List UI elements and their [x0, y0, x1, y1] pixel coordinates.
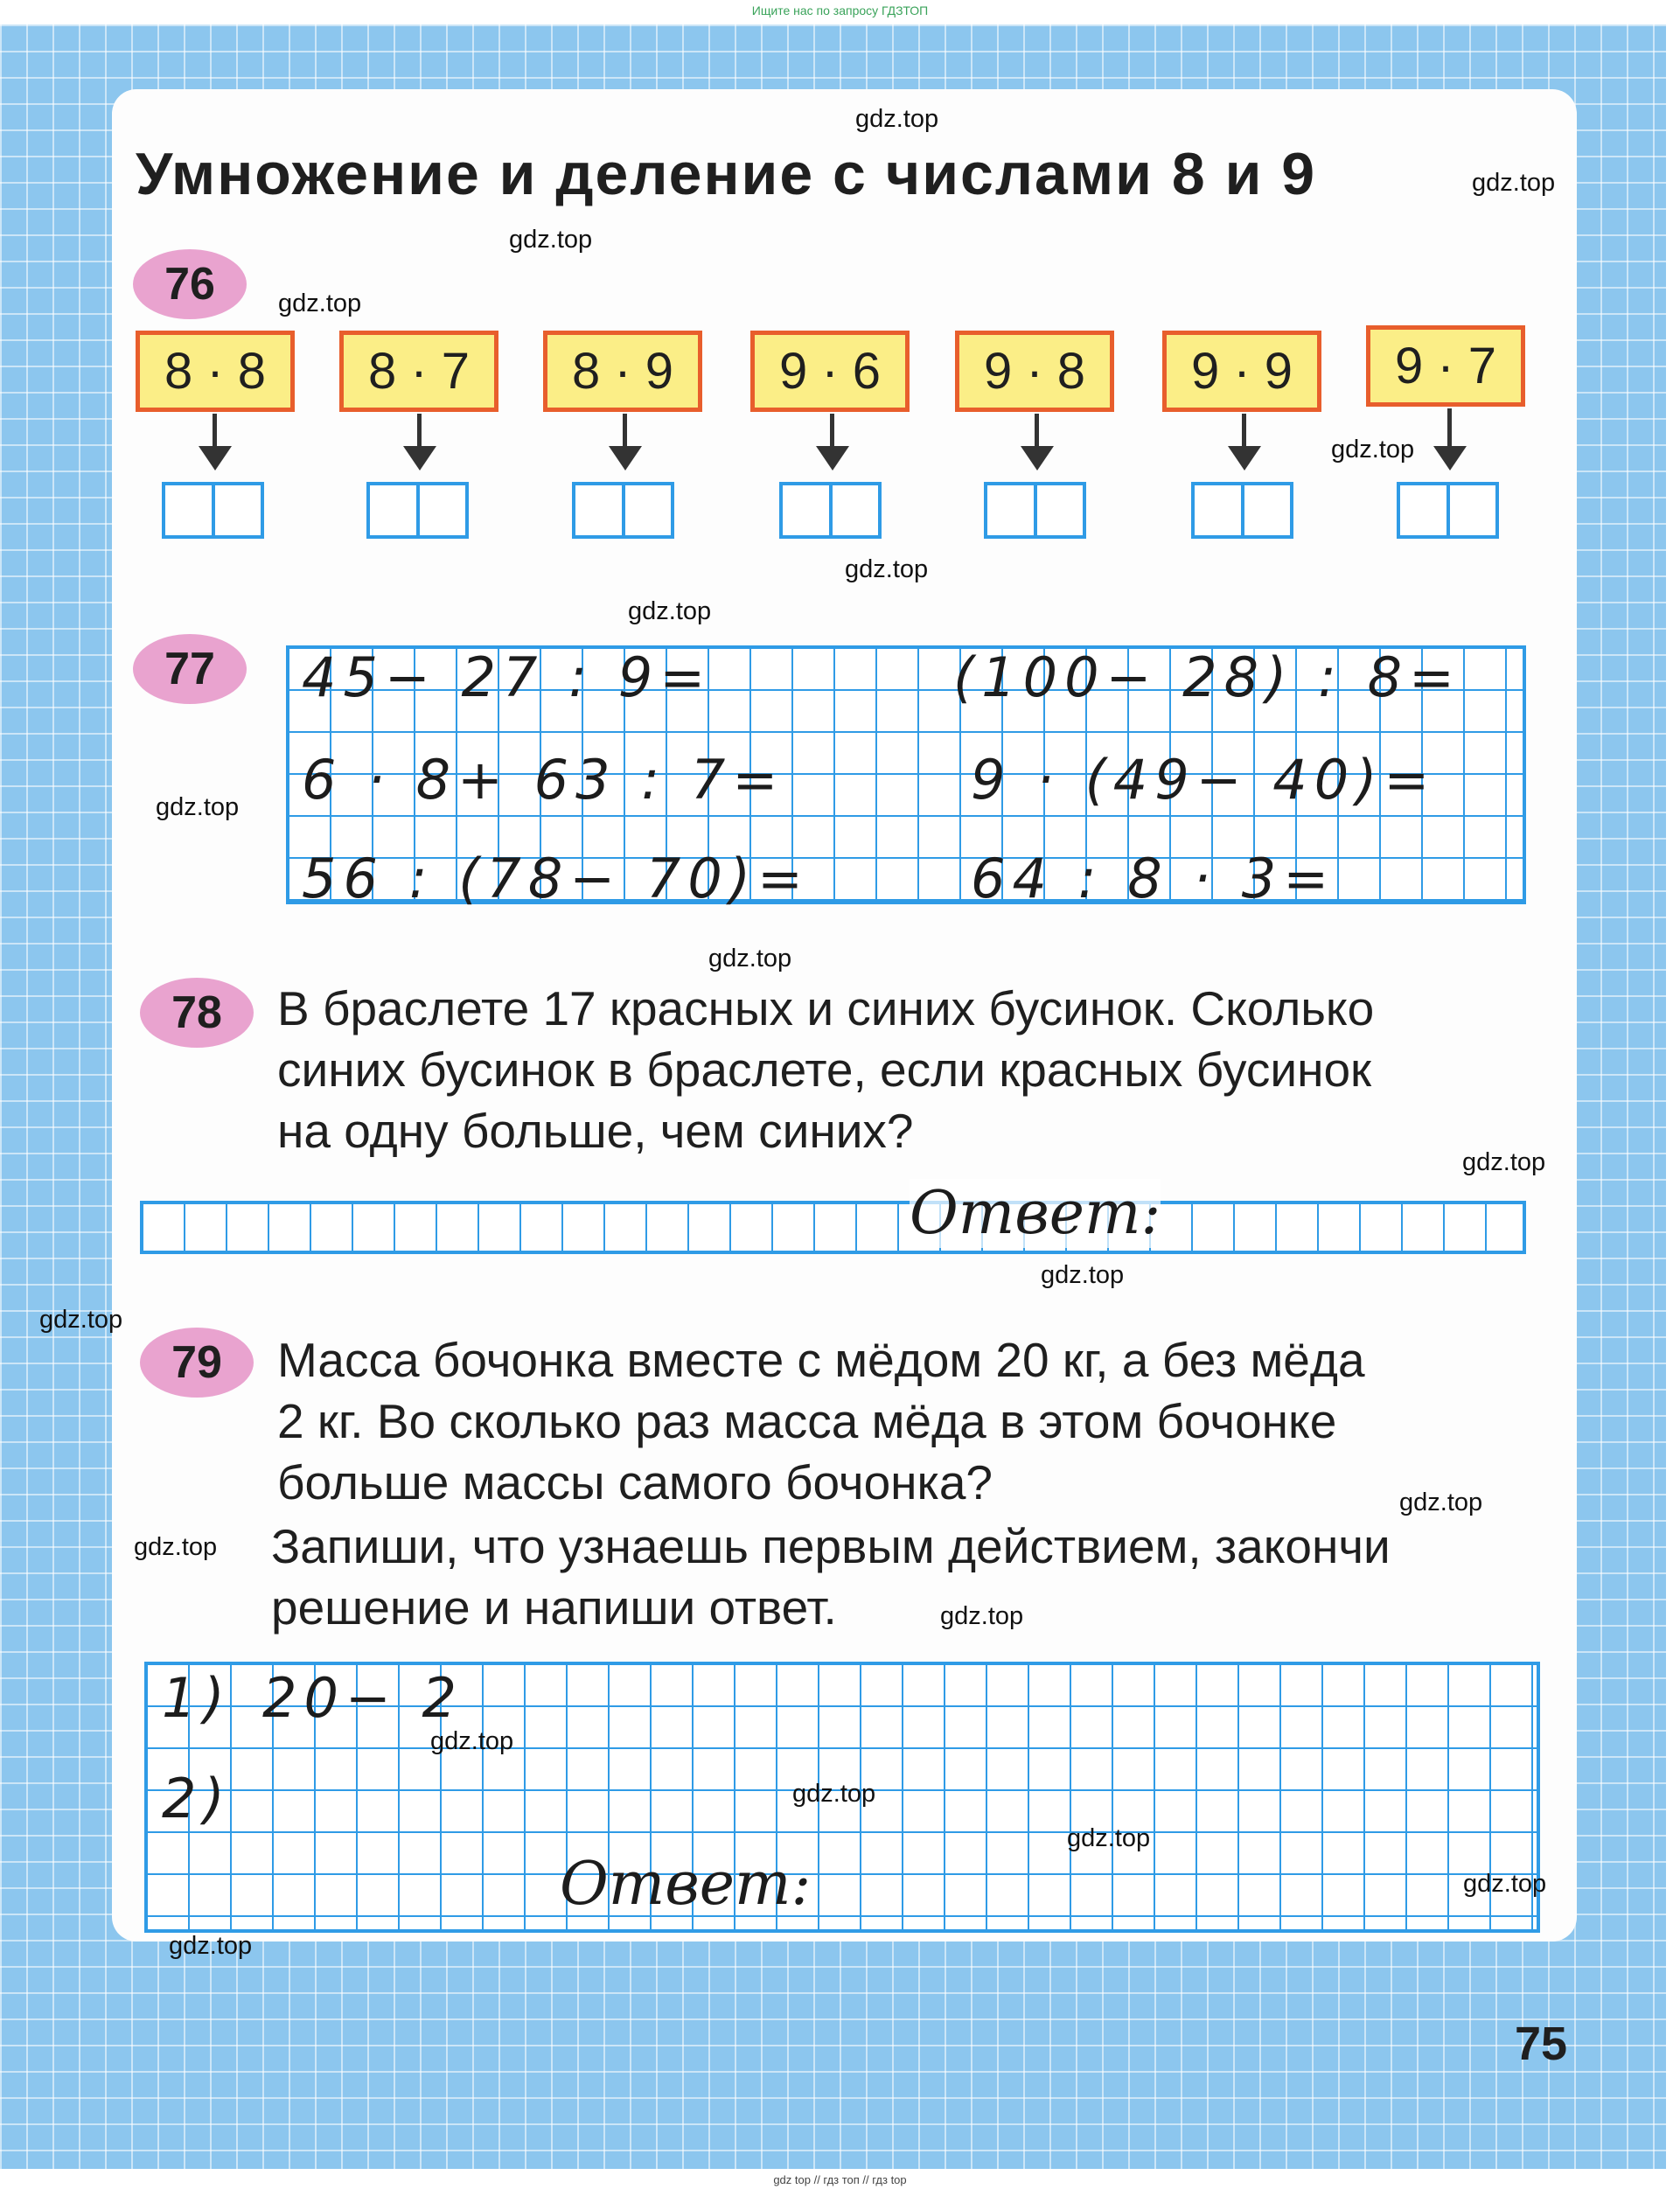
- task-79-text-line: Масса бочонка вместе с мёдом 20 кг, а без мёда: [277, 1333, 1365, 1387]
- watermark: gdz.top: [509, 226, 593, 254]
- answer-box[interactable]: [366, 482, 469, 539]
- answer-box[interactable]: [1397, 482, 1499, 539]
- watermark: gdz.top: [1462, 1148, 1546, 1176]
- arrow-head-icon: [199, 446, 232, 471]
- answer-label: Ответ:: [560, 1850, 812, 1919]
- arrow: [417, 414, 422, 449]
- top-banner: Ищите нас по запросу ГДЗТОП: [751, 3, 929, 17]
- arrow-head-icon: [609, 446, 642, 471]
- watermark: gdz.top: [1331, 436, 1415, 464]
- arrow: [623, 414, 627, 449]
- arrow-head-icon: [816, 446, 849, 471]
- answer-box[interactable]: [1191, 482, 1293, 539]
- arrow: [1447, 408, 1452, 449]
- task-78-badge: 78: [140, 978, 254, 1048]
- handwritten-expression: 9 · (49− 40)=: [971, 748, 1437, 812]
- watermark: gdz.top: [156, 793, 240, 821]
- watermark: gdz.top: [169, 1932, 253, 1960]
- task-79-text-line: больше массы самого бочонка?: [277, 1455, 993, 1509]
- handwritten-expression: (100− 28) : 8=: [953, 645, 1461, 709]
- handwritten-expression: 56 : (78− 70)=: [302, 847, 810, 910]
- watermark: gdz.top: [134, 1533, 218, 1561]
- watermark: gdz.top: [430, 1727, 514, 1755]
- task-79-text-line: Запиши, что узнаешь первым действием, закончи: [271, 1519, 1391, 1573]
- arrow: [213, 414, 217, 449]
- answer-box[interactable]: [779, 482, 882, 539]
- expression-card: 8 · 8: [136, 331, 295, 412]
- page-title: Умножение и деление с числами 8 и 9: [136, 141, 1317, 207]
- watermark: gdz.top: [792, 1780, 876, 1808]
- answer-box[interactable]: [984, 482, 1086, 539]
- handwritten-expression: 20− 2: [262, 1666, 464, 1730]
- task-76-badge: 76: [133, 249, 247, 319]
- expression-card: 9 · 9: [1162, 331, 1321, 412]
- expression-card: 9 · 8: [955, 331, 1114, 412]
- page-number: 75: [1515, 2018, 1568, 2070]
- task-78-text-line: на одну больше, чем синих?: [277, 1104, 914, 1158]
- task-77-badge: 77: [133, 634, 247, 704]
- task-79-text-line: решение и напиши ответ.: [271, 1580, 837, 1635]
- arrow-head-icon: [1433, 446, 1467, 471]
- watermark: gdz.top: [39, 1306, 123, 1334]
- expression-card: 8 · 9: [543, 331, 702, 412]
- watermark: gdz.top: [855, 105, 939, 133]
- expression-card: 9 · 7: [1366, 325, 1525, 407]
- arrow: [1035, 414, 1039, 449]
- arrow-head-icon: [403, 446, 436, 471]
- task-78-text-line: синих бусинок в браслете, если красных бусинок: [277, 1042, 1372, 1097]
- arrow: [1242, 414, 1246, 449]
- task-78-text-line: В браслете 17 красных и синих бусинок. Сколько: [277, 981, 1375, 1035]
- watermark: gdz.top: [845, 555, 929, 583]
- handwritten-expression: 6 · 8+ 63 : 7=: [302, 748, 785, 812]
- answer-label: Ответ:: [910, 1179, 1161, 1248]
- watermark: gdz.top: [940, 1602, 1024, 1630]
- watermark: gdz.top: [708, 945, 792, 973]
- step-number: 1): [162, 1666, 232, 1730]
- task-79-text-line: 2 кг. Во сколько раз масса мёда в этом бочонке: [277, 1394, 1337, 1448]
- task-79-badge: 79: [140, 1328, 254, 1398]
- answer-box[interactable]: [162, 482, 264, 539]
- step-number: 2): [162, 1767, 232, 1830]
- watermark: gdz.top: [1041, 1261, 1125, 1289]
- watermark: gdz.top: [628, 597, 712, 625]
- expression-card: 9 · 6: [750, 331, 910, 412]
- answer-box[interactable]: [572, 482, 674, 539]
- task-78-answer-strip[interactable]: [140, 1201, 1526, 1254]
- arrow-head-icon: [1228, 446, 1261, 471]
- handwritten-expression: 64 : 8 · 3=: [971, 847, 1336, 910]
- watermark: gdz.top: [1472, 169, 1556, 197]
- watermark: gdz.top: [1399, 1488, 1483, 1516]
- watermark: gdz.top: [278, 289, 362, 317]
- arrow: [830, 414, 834, 449]
- watermark: gdz.top: [1067, 1824, 1151, 1852]
- arrow-head-icon: [1021, 446, 1054, 471]
- bottom-banner: gdz top // гдз топ // гдз top: [773, 2173, 907, 2186]
- handwritten-expression: 45− 27 : 9=: [302, 645, 713, 709]
- expression-card: 8 · 7: [339, 331, 498, 412]
- watermark: gdz.top: [1463, 1870, 1547, 1898]
